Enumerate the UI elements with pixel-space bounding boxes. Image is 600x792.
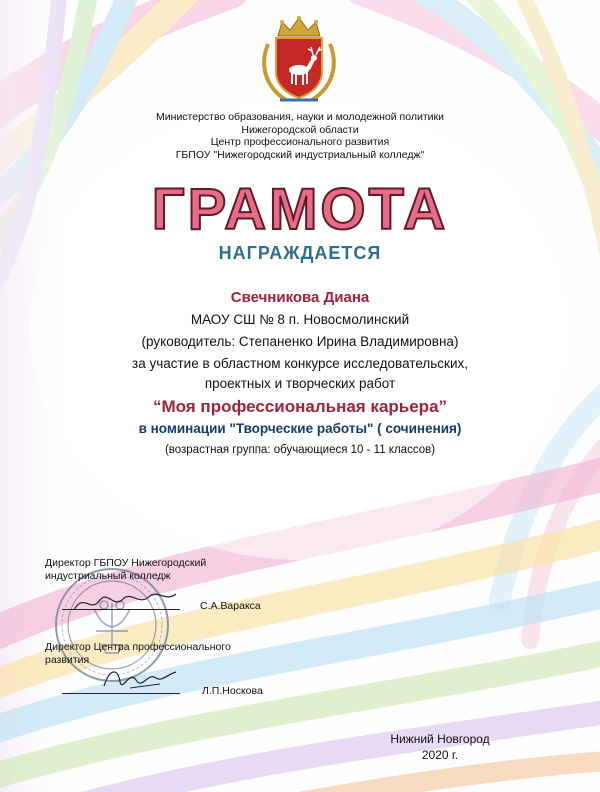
supervisor-line: (руководитель: Степаненко Ирина Владимировна) bbox=[141, 334, 459, 349]
signatory-2-name: Л.П.Носкова bbox=[202, 685, 263, 697]
issuer-header bbox=[0, 111, 600, 161]
signature-1-icon bbox=[70, 588, 180, 618]
signature-1-line bbox=[62, 609, 180, 610]
issuer-center: Центр профессионального развития bbox=[210, 136, 390, 148]
issuer-ministry: Министерство образования, науки и молодежной политики bbox=[156, 111, 444, 123]
signature-2-line bbox=[62, 693, 180, 694]
contest-name: “Моя профессиональная карьера” bbox=[152, 397, 448, 416]
recipient-school: МАОУ СШ № 8 п. Новосмолинский bbox=[190, 312, 410, 327]
issue-place-date bbox=[380, 731, 500, 763]
issue-year: 2020 г. bbox=[421, 748, 459, 762]
signatory-1-title-line-1: Директор ГБПОУ Нижегородский bbox=[45, 557, 207, 569]
signatory-2-title-line-2: развития bbox=[45, 653, 90, 666]
age-group-line: (возрастная группа: обучающиеся 10 - 11 классов) bbox=[164, 444, 436, 456]
coat-of-arms-icon bbox=[258, 14, 340, 106]
award-subtitle: НАГРАЖДАЕТСЯ bbox=[218, 243, 382, 263]
nomination-line: в номинации "Творческие работы" ( сочинения) bbox=[138, 421, 462, 436]
certificate-title: ГРАМОТА bbox=[151, 177, 449, 242]
participation-line-1: за участие в областном конкурсе исследовательских, bbox=[132, 356, 468, 371]
signatory-1-name: С.А.Варакса bbox=[200, 600, 261, 612]
signatory-1-title-line-2: индустриальный колледж bbox=[45, 569, 171, 582]
participation-line-2: проектных и творческих работ bbox=[204, 376, 396, 391]
recipient-name: Свечникова Диана bbox=[230, 289, 370, 306]
signatory-2-title-line-1: Директор Центра профессионального bbox=[45, 641, 231, 653]
issuer-region: Нижегородской области bbox=[241, 123, 359, 136]
signatory-1-title bbox=[45, 557, 206, 582]
signature-2-icon bbox=[100, 662, 180, 694]
issuer-college: ГБПОУ "Нижегородский индустриальный колледж" bbox=[175, 148, 425, 161]
issue-city: Нижний Новгород bbox=[390, 732, 490, 746]
